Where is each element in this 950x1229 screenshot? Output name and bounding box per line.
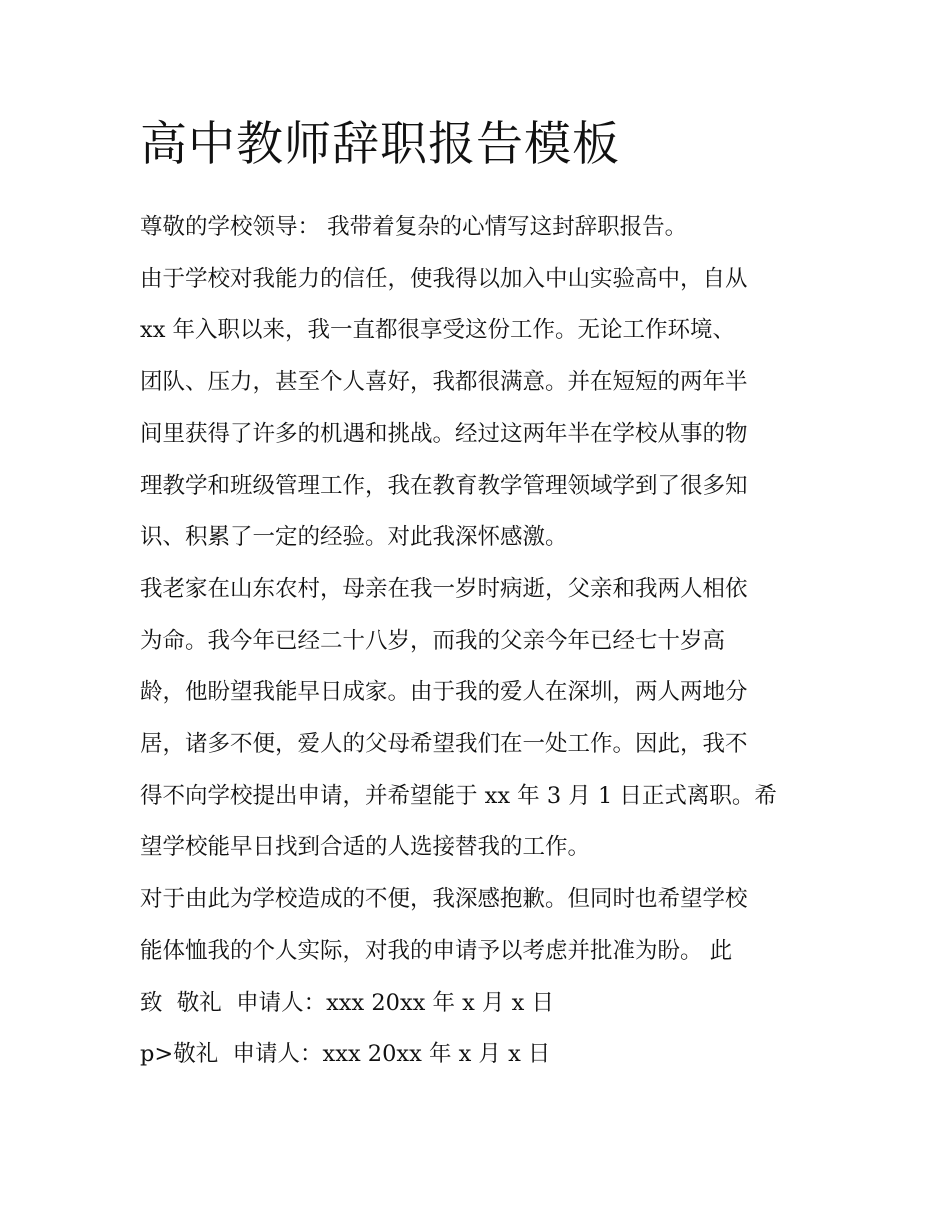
closing-line: 致 敬礼 申请人：xxx 20xx 年 x 月 x 日 (140, 989, 554, 1016)
text-line: 间里获得了许多的机遇和挑战。经过这两年半在学校从事的物 (140, 420, 748, 447)
text-line: 居，诸多不便，爱人的父母希望我们在一处工作。因此，我不 (140, 731, 748, 758)
text-line: 望学校能早日找到合适的人选接替我的工作。 (140, 834, 591, 861)
text-line: 我老家在山东农村，母亲在我一岁时病逝，父亲和我两人相依 (140, 575, 748, 602)
text-line: 尊敬的学校领导： 我带着复杂的心情写这封辞职报告。 (140, 214, 688, 241)
text-line: 能体恤我的个人实际，对我的申请予以考虑并批准为盼。 此 (140, 937, 733, 964)
text-line: 理教学和班级管理工作，我在教育教学管理领域学到了很多知 (140, 472, 748, 499)
text-line: 团队、压力，甚至个人喜好，我都很满意。并在短短的两年半 (140, 369, 748, 396)
closing-line: p>敬礼 申请人：xxx 20xx 年 x 月 x 日 (140, 1041, 551, 1068)
document-title: 高中教师辞职报告模板 (140, 117, 620, 172)
text-line: 识、积累了一定的经验。对此我深怀感激。 (140, 524, 568, 551)
text-line: 龄，他盼望我能早日成家。由于我的爱人在深圳，两人两地分 (140, 679, 748, 706)
text-line: xx 年入职以来，我一直都很享受这份工作。无论工作环境、 (140, 317, 736, 344)
text-line: 得不向学校提出申请，并希望能于 xx 年 3 月 1 日正式离职。希 (140, 782, 777, 809)
text-line: 为命。我今年已经二十八岁，而我的父亲今年已经七十岁高 (140, 627, 726, 654)
document-content (140, 118, 812, 1081)
text-line: 由于学校对我能力的信任，使我得以加入中山实验高中，自从 (140, 265, 748, 292)
text-line: 对于由此为学校造成的不便，我深感抱歉。但同时也希望学校 (140, 886, 748, 913)
